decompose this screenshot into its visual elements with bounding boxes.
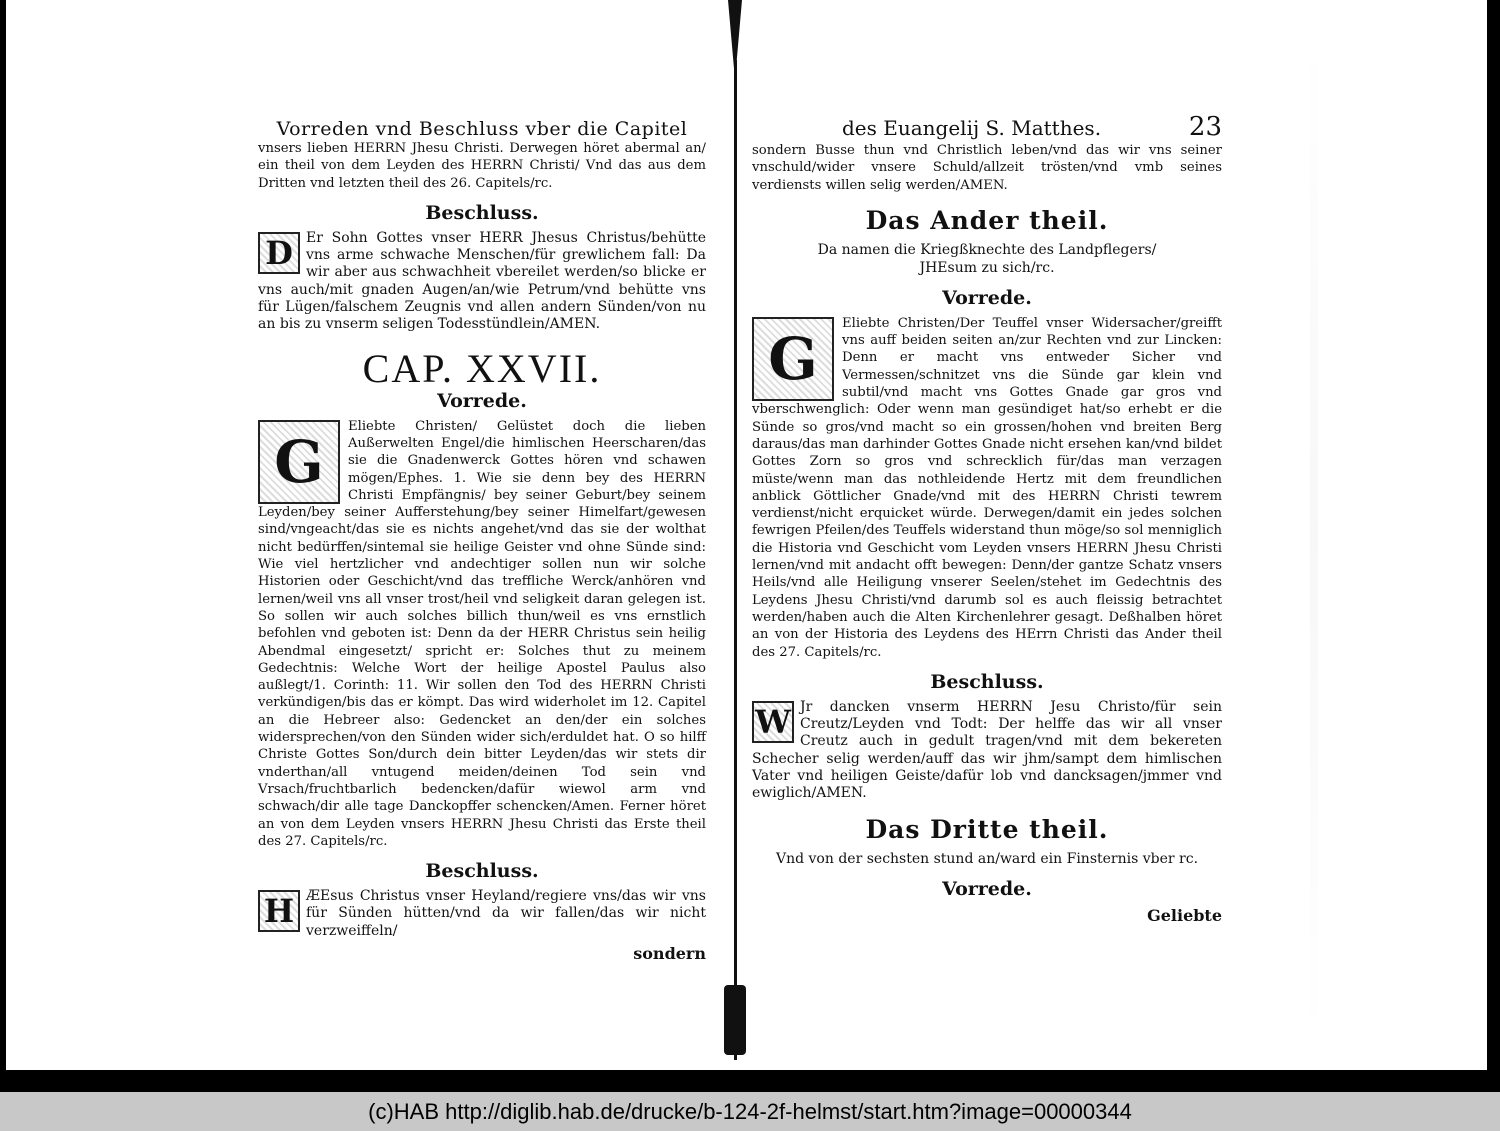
left-running-head: Vorreden vnd Beschluss vber die Capitel bbox=[276, 118, 688, 140]
right-vorrede2-heading: Vorrede. bbox=[942, 877, 1032, 900]
right-page bbox=[752, 112, 1222, 925]
left-vorrede-heading: Vorrede. bbox=[437, 389, 527, 412]
left-beschluss-heading: Beschluss. bbox=[425, 201, 539, 224]
decorated-initial: D bbox=[258, 232, 300, 274]
decorated-initial: H bbox=[258, 890, 300, 932]
chapter-title: CAP. XXVII. bbox=[362, 345, 602, 391]
dritte-theil-subtitle: Vnd von der sechsten stund an/ward ein Finsternis vber rc. bbox=[775, 850, 1199, 867]
credit-footer bbox=[0, 1092, 1500, 1131]
right-vorrede-heading: Vorrede. bbox=[942, 286, 1032, 309]
left-vorrede-paragraph bbox=[258, 418, 706, 850]
right-vorrede-text: Eliebte Christen/Der Teuffel vnser Widersacher/greifft vns auff beiden seiten an/zur Rechten vnd zur Lincken: Denn er macht vns entweder Sicher vnd Vermessen/schnitzet vns die Sünde gar klein vnd subtil/vnd macht vns Gottes Gnade gar gros vnd vberschwenglich: Oder wenn man gesündiget hat/so erhebt er die Sünde so gros/vnd macht so ein grossen/hohen vnd breiten Berg daraus/das man darhinder Gottes Gnade nicht ersehen kan/vnd bildet Gottes Zorn so gros vnd schrecklich für/das man verzagen müste/wenn man das nothleidende Hertz mit dem freundlichen anblick Göttlicher Gnade/vnd mit des HERRN Christi tewrem verdienst/nicht erquicket würde. Derwegen/damit ein jedes solchen fewrigen Pfeilen/des Teuffels widerstand thun möge/so sol menniglich die Historia vnd Geschicht vom Leyden vnsers HERRN Jhesu Christi lernen/vnd mit andacht offt bewegen: Denn/der gantze Schatz vnsers Heils/vnd alle Heiligung vnserer Seelen/stehet im Gedechtnis des Leydens Jhesu Christi/vnd darumb sol es auch fleissig betrachtet werden/haben auch die Alten Kirchenlehrer gesagt. Deßhalben höret an von der Historia des Leydens des HErrn Christi das Ander theil des 27. Capitels/rc. bbox=[752, 315, 1222, 660]
left-intro-text: vnsers lieben HERRN Jhesu Christi. Derwegen höret abermal an/ ein theil von dem Leyden des HERRN Christi/ Vnd das aus dem Dritten vnd letzten theil des 26. Capitels/rc. bbox=[258, 141, 706, 191]
ander-theil-subtitle-1: Da namen die Kriegßknechte des Landpflegers/ bbox=[817, 241, 1157, 258]
right-beschluss-paragraph bbox=[752, 699, 1222, 803]
scan-border-right bbox=[1487, 0, 1500, 1092]
book-gutter bbox=[728, 0, 742, 1070]
left-beschluss2-heading: Beschluss. bbox=[425, 860, 539, 883]
right-running-title: des Euangelij S. Matthes. bbox=[842, 116, 1102, 140]
right-intro-text: sondern Busse thun vnd Christlich leben/vnd das wir vns seiner vnschuld/wider vnsere Schuld/allzeit trösten/vnd vmb seines verdiensts willen selig werden/AMEN. bbox=[752, 143, 1222, 193]
right-beschluss-text: Jr dancken vnserm HERRN Jesu Christo/für sein Creutz/Leyden vnd Todt: Der helffe das wir all vnser Creutz auch in gedult tragen/vnd mit dem bekereten Schecher selig werden/auff das wir jhm/sampt dem himlischen Vater vnd heiligen Geiste/dafür lob vnd dancksagen/jmmer vnd ewiglich/AMEN. bbox=[752, 698, 1222, 802]
right-beschluss-heading: Beschluss. bbox=[930, 670, 1044, 693]
left-beschluss2-paragraph bbox=[258, 888, 706, 940]
ander-theil-subtitle-2: JHEsum zu sich/rc. bbox=[919, 259, 1055, 276]
left-catchword: sondern bbox=[633, 943, 706, 963]
left-beschluss-paragraph bbox=[258, 230, 706, 334]
left-beschluss-text: Er Sohn Gottes vnser HERR Jhesus Christus/behütte vns arme schwache Menschen/für grewlichem fall: Da wir aber aus schwachheit vbereilet werden/so blicke er vns auch/mit gnaden Augen/an/wie Petrum/vnd behütte vns für Lügen/falschem Zeugnis vnd allen andern Sünden/von nu an bis zu vnserm seligen Todesstündlein/AMEN. bbox=[258, 229, 706, 333]
gutter-line bbox=[734, 60, 737, 1060]
right-running-head bbox=[752, 112, 1222, 142]
ander-theil-heading: Das Ander theil. bbox=[865, 205, 1109, 235]
scan-border-bottom bbox=[0, 1070, 1500, 1092]
right-vorrede-paragraph bbox=[752, 315, 1222, 661]
decorated-initial: G bbox=[752, 317, 834, 401]
decorated-initial: G bbox=[258, 420, 340, 504]
dritte-theil-heading: Das Dritte theil. bbox=[865, 814, 1109, 844]
page-number: 23 bbox=[1188, 112, 1222, 142]
left-beschluss2-text: ÆEsus Christus vnser Heyland/regiere vns/das wir vns für Sünden hütten/vnd da wir fallen/das wir nicht verzweiffeln/ bbox=[306, 888, 706, 939]
left-page bbox=[258, 118, 706, 963]
left-vorrede-text: Eliebte Christen/ Gelüstet doch die lieben Außerwelten Engel/die himlischen Heerscharen/das sie die Gnadenwerck Gottes hören vnd schawen mögen/Ephes. 1. Wie sie denn bey des HERRN Christi Empfängnis/ bey seiner Geburt/bey seinem Leyden/bey seiner Aufferstehung/bey seiner Himelfart/gewesen sind/vngeacht/das sie es nichts angehet/vnd das sie der wolthat nicht bedürffen/sintemal sie heilige Geister vnd ohne Sünde sind: Wie viel hertzlicher vnd andechtiger sollen nun wir solche Historien oder Geschicht/vnd das treffliche Werck/anhören vnd lernen/weil vns all vnser trost/heil vnd seligkeit daran gelegen ist. So sollen wir auch solches billich thun/weil es vns ernstlich befohlen vnd geboten ist: Denn da der HERR Christus sein heilig Abendmal eingesetzt/ spricht er: Solches thut zu meinem Gedechtnis: Welche Wort der heilige Apostel Paulus also außlegt/1. Corinth: 11. Wir sollen den Tod des HERRN Christi verkündigen/bis das er kömpt. Das wird widerholet im 12. Capitel an die Hebreer also: Gedencket an den/der ein solches widersprechen/von den Sünden wider sich/erduldet hat. O so hilff Christe Gottes Son/durch dein bitter Leyden/das wir stets dir vnderthan/all vntugend meiden/deinen Tod sein vnd Vrsach/fruchtbarlich bedencken/dafür wiewol arm vnd schwach/dir alle tage Danckopffer schencken/Amen. Ferner höret an von dem Leyden vnsers HERRN Jhesu Christi das Erste theil des 27. Capitels/rc. bbox=[258, 418, 706, 849]
right-catchword: Geliebte bbox=[1147, 905, 1222, 925]
gutter-clasp bbox=[724, 985, 746, 1055]
credit-text: (c)HAB http://diglib.hab.de/drucke/b-124-2f-helmst/start.htm?image=00000344 bbox=[368, 1098, 1132, 1124]
page-spread bbox=[6, 0, 1487, 1092]
decorated-initial: W bbox=[752, 701, 794, 743]
scan-streak bbox=[1310, 40, 1318, 1040]
